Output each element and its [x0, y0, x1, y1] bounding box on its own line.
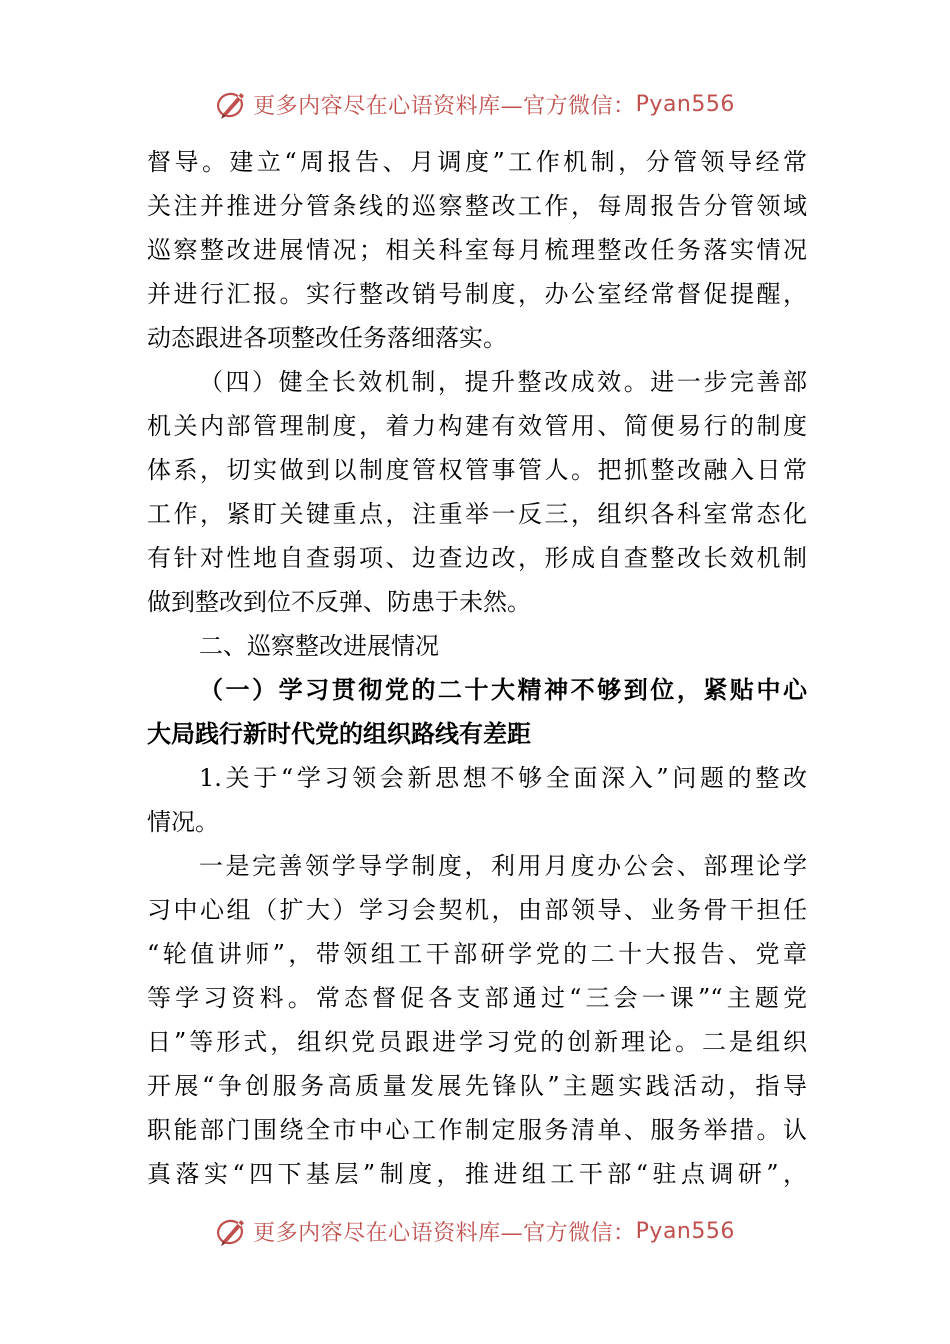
text-line: 并进行汇报。实行整改销号制度，办公室经常督促提醒， — [147, 280, 807, 308]
text-line: “轮值讲师”，带领组工干部研学党的二十大报告、党章 — [147, 940, 807, 968]
watermark-wechat-id: Pyan556 — [635, 1218, 735, 1244]
watermark-text: 更多内容尽在心语资料库—官方微信： — [253, 93, 636, 119]
watermark-text: 更多内容尽在心语资料库—官方微信： — [253, 1220, 636, 1246]
text-line: 日”等形式，组织党员跟进学习党的创新理论。二是组织 — [147, 1028, 807, 1056]
text-line: 巡察整改进展情况；相关科室每月梳理整改任务落实情况 — [147, 236, 807, 264]
text-line: （四）健全长效机制，提升整改成效。进一步完善部 — [199, 368, 807, 396]
text-line: 工作，紧盯关键重点，注重举一反三，组织各科室常态化 — [147, 500, 807, 528]
text-line: 有针对性地自查弱项、边查边改，形成自查整改长效机制 — [147, 544, 807, 572]
text-line: 一是完善领学导学制度，利用月度办公会、部理论学 — [199, 852, 807, 880]
text-line: 体系，切实做到以制度管权管事管人。把抓整改融入日常 — [147, 456, 807, 484]
watermark-banner-bottom — [0, 1211, 950, 1251]
watermark-wechat-id: Pyan556 — [635, 91, 735, 117]
text-line: 动态跟进各项整改任务落细落实。 — [147, 324, 507, 352]
text-line: 督导。建立“周报告、月调度”工作机制，分管领导经常 — [147, 148, 807, 176]
document-body — [147, 140, 807, 1196]
text-line: 开展“争创服务高质量发展先锋队”主题实践活动，指导 — [147, 1072, 807, 1100]
section-heading: 二、巡察整改进展情况 — [199, 632, 439, 660]
text-line: 关注并推进分管条线的巡察整改工作，每周报告分管领域 — [147, 192, 807, 220]
watermark-banner-top — [0, 84, 950, 124]
text-line: 等学习资料。常态督促各支部通过“三会一课”“主题党 — [147, 984, 807, 1012]
pen-logo-icon — [215, 1214, 249, 1248]
pen-logo-icon — [215, 87, 249, 121]
text-line: 真落实“四下基层”制度，推进组工干部“驻点调研”， — [147, 1160, 807, 1188]
text-line: 1.关于“学习领会新思想不够全面深入”问题的整改 — [199, 764, 807, 792]
text-line: 习中心组（扩大）学习会契机，由部领导、业务骨干担任 — [147, 896, 807, 924]
text-line: 情况。 — [147, 808, 219, 836]
text-line: 做到整改到位不反弹、防患于未然。 — [147, 588, 531, 616]
text-line: 机关内部管理制度，着力构建有效管用、简便易行的制度 — [147, 412, 807, 440]
text-line: 职能部门围绕全市中心工作制定服务清单、服务举措。认 — [147, 1116, 807, 1144]
subsection-heading: （一）学习贯彻党的二十大精神不够到位，紧贴中心 — [199, 675, 807, 704]
subsection-heading: 大局践行新时代党的组织路线有差距 — [147, 719, 531, 748]
